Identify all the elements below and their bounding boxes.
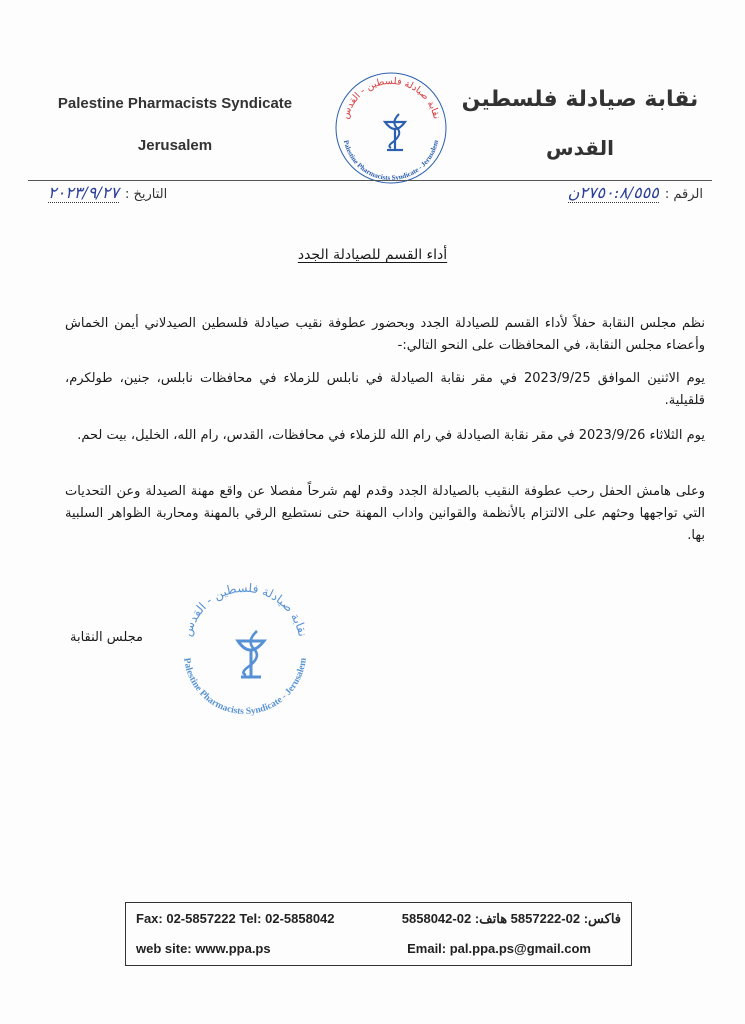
ref-value: ٢٧٥٠:٨/٥٥٥ن xyxy=(567,183,659,202)
letter-subject xyxy=(0,244,745,263)
body-paragraph-ramallah: يوم الثلاثاء 2023/9/26 في مقر نقابة الصيادلة في رام الله للزملاء في محافظات، القدس، رام الله، الخليل، بيت لحم. xyxy=(77,428,705,443)
ref-label: الرقم : xyxy=(664,187,703,202)
date-label: التاريخ : xyxy=(124,187,168,202)
date-value: ٢٠٢٣/٩/٢٧ xyxy=(48,183,119,202)
logo-ring-ar: نقابة صيادلة فلسطين - القدس xyxy=(339,75,442,121)
letter-date xyxy=(48,183,167,203)
stamp-ring-en: Palestine Pharmacists Syndicate - Jerusalem xyxy=(181,657,309,718)
body-paragraph-intro: نظم مجلس النقابة حفلاً لأداء القسم للصيادلة الجدد وبحضور عطوفة نقيب صيادلة فلسطين الصيدلاني أيمن الخماش وأعضاء مجلس النقابة، في المحافظات على النحو التالي:- xyxy=(65,316,705,353)
svg-text:نقابة صيادلة فلسطين - القدس xyxy=(180,581,310,638)
org-name-ar: نقابة صيادلة فلسطين xyxy=(461,87,699,112)
org-name-en: Palestine Pharmacists Syndicate xyxy=(57,95,293,112)
header-divider xyxy=(28,180,712,181)
footer-phone-en: Fax: 02-5857222 Tel: 02-5858042 xyxy=(136,911,335,926)
footer-website: web site: www.ppa.ps xyxy=(136,941,271,956)
footer-email: Email: pal.ppa.ps@gmail.com xyxy=(407,941,591,956)
svg-text:Palestine Pharmacists Syndicat xyxy=(342,139,441,182)
city-name-ar: القدس xyxy=(546,136,614,160)
syndicate-logo-icon xyxy=(333,70,449,186)
syndicate-stamp-icon xyxy=(170,575,320,725)
svg-text:Palestine Pharmacists Syndicat xyxy=(181,657,309,717)
signer-name: مجلس النقابة xyxy=(70,630,143,645)
logo-ring-en: Palestine Pharmacists Syndicate - Jerusalem xyxy=(341,139,441,183)
city-name-en: Jerusalem xyxy=(137,137,213,154)
contact-footer xyxy=(125,902,632,966)
stamp-ring-ar: نقابة صيادلة فلسطين - القدس xyxy=(179,580,310,638)
reference-number xyxy=(568,183,703,203)
body-paragraph-nablus: يوم الاثنين الموافق 2023/9/25 في مقر نقابة الصيادلة في نابلس للزملاء في محافظات نابلس، جنين، طولكرم، قلقيلية. xyxy=(65,371,705,408)
footer-phone-ar: فاكس: 02-5857222 هاتف: 02-5858042 xyxy=(401,911,621,926)
body-paragraph-closing: وعلى هامش الحفل رحب عطوفة النقيب بالصيادلة الجدد وقدم لهم شرحاً مفصلا عن واقع مهنة الصيدلة وعن التحديات التي تواجهها وحثهم على الالتزام بالأنظمة والقوانين واداب المهنة حتى نستطيع الرقي بالمهنة ومحاربة الظواهر السلبية بها. xyxy=(65,484,705,543)
svg-text:نقابة صيادلة فلسطين - القدس xyxy=(340,76,442,120)
subject-text: أداء القسم للصيادلة الجدد xyxy=(297,247,448,263)
